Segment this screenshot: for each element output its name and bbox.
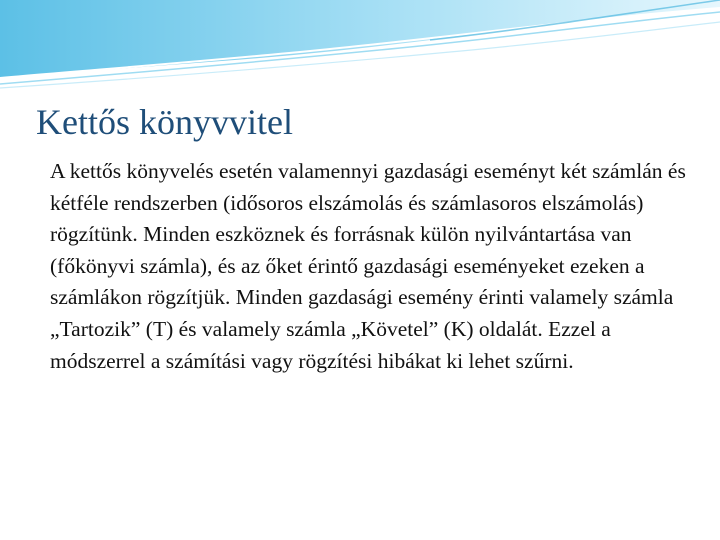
slide-body-text: A kettős könyvelés esetén valamennyi gazdasági eseményt két számlán és kétféle rendszerben (idősoros elszámolás és számlasoros elszámolás) rögzítünk. Minden eszköznek és forrásnak külön nyilvántartása van (főkönyvi számla), és az őket érintő gazdasági eseményeket ezeken a számlákon rögzítjük. Minden gazdasági esemény érinti valamely számla „Tartozik” (T) és valamely számla „Követel” (K) oldalát. Ezzel a módszerrel a számítási vagy rögzítési hibákat ki lehet szűrni. bbox=[50, 159, 686, 373]
header-wave-decoration bbox=[0, 0, 720, 90]
slide-title: Kettős könyvvitel bbox=[36, 102, 293, 142]
